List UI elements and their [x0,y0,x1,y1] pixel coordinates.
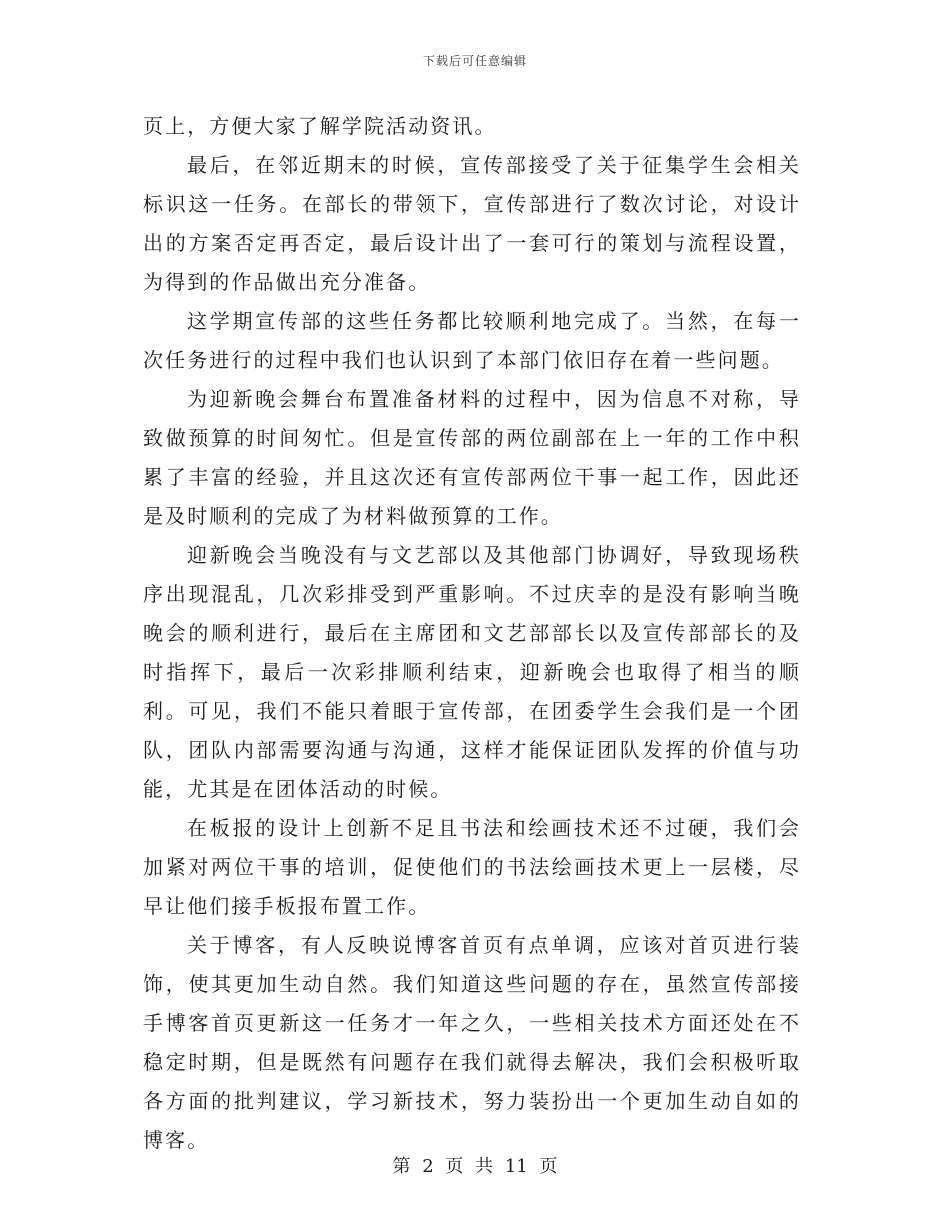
page-footer: 第 2 页 共 11 页 [392,1156,558,1177]
paragraph: 最后，在邻近期末的时候，宣传部接受了关于征集学生会相关标识这一任务。在部长的带领下，宣传部进行了数次讨论，对设计出的方案否定再否定，最后设计出了一套可行的策划与流程设置，为得到的作品做出充分准备。 [143,153,801,294]
paragraph: 迎新晚会当晚没有与文艺部以及其他部门协调好，导致现场秩序出现混乱，几次彩排受到严重影响。不过庆幸的是没有影响当晚晚会的顺利进行，最后在主席团和文艺部部长以及宣传部部长的及时指挥下，最后一次彩排顺利结束，迎新晚会也取得了相当的顺利。可见，我们不能只着眼于宣传部，在团委学生会我们是一个团队，团队内部需要沟通与沟通，这样才能保证团队发挥的价值与功能，尤其是在团体活动的时候。 [143,543,801,801]
paragraph: 关于博客，有人反映说博客首页有点单调，应该对首页进行装饰，使其更加生动自然。我们知道这些问题的存在，虽然宣传部接手博客首页更新这一任务才一年之久，一些相关技术方面还处在不稳定时期，但是既然有问题存在我们就得去解决，我们会积极听取各方面的批判建议，学习新技术，努力装扮出一个更加生动自如的博客。 [143,933,801,1152]
paragraph: 为迎新晚会舞台布置准备材料的过程中，因为信息不对称，导致做预算的时间匆忙。但是宣传部的两位副部在上一年的工作中积累了丰富的经验，并且这次还有宣传部两位干事一起工作，因此还是及时顺利的完成了为材料做预算的工作。 [143,387,801,528]
paragraph: 这学期宣传部的这些任务都比较顺利地完成了。当然，在每一次任务进行的过程中我们也认识到了本部门依旧存在着一些问题。 [143,309,801,372]
paragraph-continuation: 页上，方便大家了解学院活动资讯。 [143,114,497,138]
document-body [143,107,801,1160]
paragraph: 在板报的设计上创新不足且书法和绘画技术还不过硬，我们会加紧对两位干事的培训，促使他们的书法绘画技术更上一层楼，尽早让他们接手板报布置工作。 [143,816,801,918]
page-header: 下载后可任意编辑 [422,54,527,68]
